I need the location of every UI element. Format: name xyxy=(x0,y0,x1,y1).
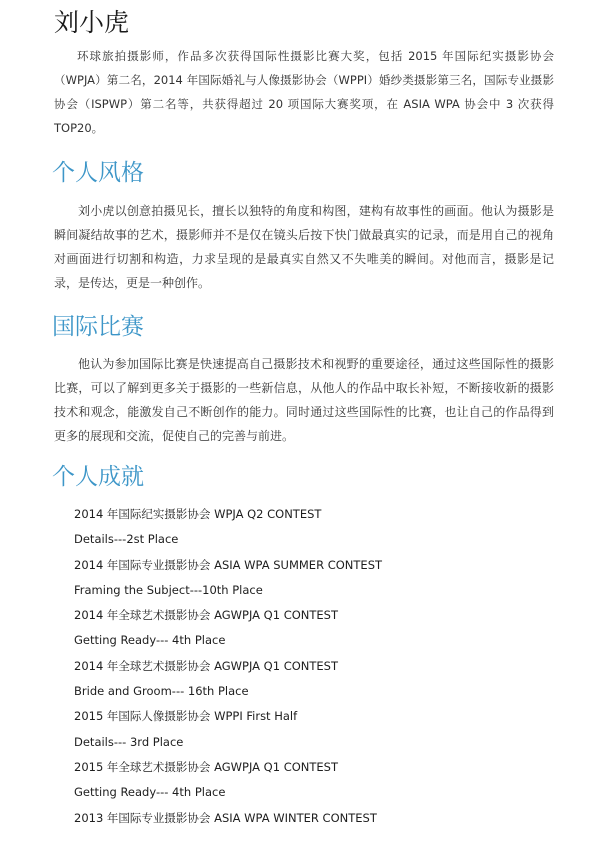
achievement-item: 2015 年国际人像摄影协会 WPPI First Half xyxy=(74,709,298,724)
section-heading-competitions: 国际比赛 xyxy=(52,314,144,340)
achievement-item: 2014 年国际专业摄影协会 ASIA WPA SUMMER CONTEST xyxy=(74,557,383,572)
achievement-item: 2013 年国际专业摄影协会 ASIA WPA WINTER CONTEST xyxy=(74,810,377,825)
style-paragraph: 刘小虎以创意拍摄见长，擅长以独特的角度和构图，建构有故事性的画面。他认为摄影是瞬间凝结故事的艺术，摄影师并不是仅在镜头后按下快门做最真实的记录，而是用自己的视角对画面进行切割和构造，力求呈现的是最真实自然又不失唯美的瞬间。对他而言，摄影是记录，是传达，更是一种创作。 xyxy=(54,204,554,290)
achievements-list xyxy=(74,502,382,831)
section-heading-achievements: 个人成就 xyxy=(52,464,144,490)
competitions-paragraph: 他认为参加国际比赛是快速提高自己摄影技术和视野的重要途径，通过这些国际性的摄影比赛，可以了解到更多关于摄影的一些新信息，从他人的作品中取长补短，不断接收新的摄影技术和观念，能激发自己不断创作的能力。同时通过这些国际性的比赛，也让自己的作品得到更多的展现和交流，促使自己的完善与前进。 xyxy=(54,357,554,443)
photographer-name: 刘小虎 xyxy=(54,8,130,37)
achievement-item: Framing the Subject---10th Place xyxy=(74,582,263,597)
achievement-item: 2014 年全球艺术摄影协会 AGWPJA Q1 CONTEST xyxy=(74,608,338,623)
achievement-item: 2014 年全球艺术摄影协会 AGWPJA Q1 CONTEST xyxy=(74,658,338,673)
achievement-item: Details---2st Place xyxy=(74,532,179,547)
achievement-item: Getting Ready--- 4th Place xyxy=(74,633,226,648)
bio-paragraph: 环球旅拍摄影师，作品多次获得国际性摄影比赛大奖，包括 2015 年国际纪实摄影协会（WPJA）第二名，2014 年国际婚礼与人像摄影协会（WPPI）婚纱类摄影第三名，国际专业摄影协会（ISPWP）第二名等，共获得超过 20 项国际大赛奖项，在 ASIA WPA 协会中 3 次获得 TOP20。 xyxy=(54,49,554,135)
achievement-item: Getting Ready--- 4th Place xyxy=(74,785,226,800)
achievement-item: 2015 年全球艺术摄影协会 AGWPJA Q1 CONTEST xyxy=(74,759,338,774)
achievement-item: 2014 年国际纪实摄影协会 WPJA Q2 CONTEST xyxy=(74,507,322,521)
achievement-item: Bride and Groom--- 16th Place xyxy=(74,684,249,699)
section-heading-style: 个人风格 xyxy=(52,160,144,186)
achievement-item: Details--- 3rd Place xyxy=(74,734,184,749)
